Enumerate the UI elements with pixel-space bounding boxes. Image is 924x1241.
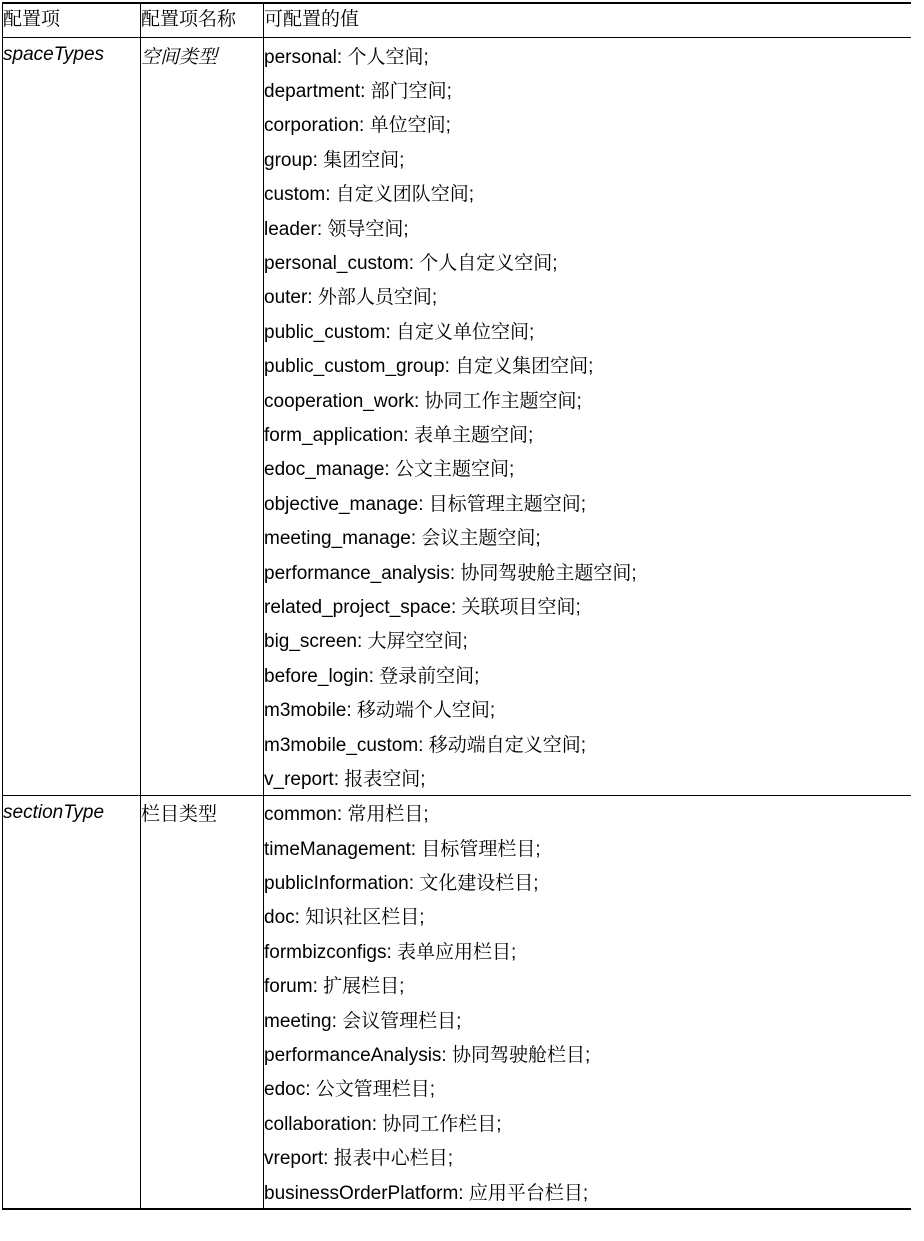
header-config-item-name: 配置项名称 — [141, 3, 264, 38]
config-value-line: before_login: 登录前空间; — [264, 665, 480, 687]
config-name: 栏目类型 — [141, 804, 218, 826]
config-name-cell — [141, 795, 264, 1209]
config-value-line: edoc: 公文管理栏目; — [264, 1079, 436, 1101]
header-config-item: 配置项 — [3, 3, 141, 38]
config-value-line: corporation: 单位空间; — [264, 115, 451, 137]
config-value-line: public_custom_group: 自定义集团空间; — [264, 356, 594, 378]
config-value-line: forum: 扩展栏目; — [264, 976, 405, 998]
config-value-line: meeting: 会议管理栏目; — [264, 1010, 462, 1032]
config-value-line: group: 集团空间; — [264, 149, 405, 171]
config-value-line: department: 部门空间; — [264, 81, 452, 103]
config-key-cell — [3, 795, 141, 1209]
config-key: sectionType — [3, 801, 105, 823]
config-name: 空间类型 — [141, 46, 218, 68]
config-value-line: cooperation_work: 协同工作主题空间; — [264, 390, 582, 412]
config-value-line: public_custom: 自定义单位空间; — [264, 321, 535, 343]
config-value-line: personal_custom: 个人自定义空间; — [264, 253, 558, 275]
config-value-line: timeManagement: 目标管理栏目; — [264, 838, 541, 860]
config-value-line: objective_manage: 目标管理主题空间; — [264, 493, 587, 515]
config-value-line: m3mobile_custom: 移动端自定义空间; — [264, 734, 587, 756]
config-value-line: v_report: 报表空间; — [264, 768, 426, 790]
config-value-line: meeting_manage: 会议主题空间; — [264, 528, 541, 550]
config-value-line: related_project_space: 关联项目空间; — [264, 596, 581, 618]
table-header-row — [3, 3, 911, 38]
config-value-line: custom: 自定义团队空间; — [264, 184, 475, 206]
table-body — [3, 38, 911, 1210]
config-value-line: outer: 外部人员空间; — [264, 287, 438, 309]
header-configurable-values: 可配置的值 — [264, 3, 911, 38]
config-key: spaceTypes — [3, 44, 105, 66]
config-value-line: big_screen: 大屏空空间; — [264, 631, 468, 653]
table-row — [3, 38, 911, 796]
config-values-cell — [264, 795, 911, 1209]
config-value-line: performanceAnalysis: 协同驾驶舱栏目; — [264, 1045, 591, 1067]
config-values-cell — [264, 38, 911, 796]
config-key-cell — [3, 38, 141, 796]
config-value-line: common: 常用栏目; — [264, 804, 429, 826]
config-value-line: formbizconfigs: 表单应用栏目; — [264, 941, 517, 963]
config-value-line: businessOrderPlatform: 应用平台栏目; — [264, 1182, 589, 1204]
table-row — [3, 795, 911, 1209]
config-table — [2, 2, 911, 1210]
config-value-line: personal: 个人空间; — [264, 46, 429, 68]
config-value-line: m3mobile: 移动端个人空间; — [264, 700, 496, 722]
config-value-line: collaboration: 协同工作栏目; — [264, 1113, 502, 1135]
config-value-line: performance_analysis: 协同驾驶舱主题空间; — [264, 562, 637, 584]
config-value-line: publicInformation: 文化建设栏目; — [264, 873, 539, 895]
config-value-line: doc: 知识社区栏目; — [264, 907, 425, 929]
config-value-line: edoc_manage: 公文主题空间; — [264, 459, 515, 481]
config-value-line: vreport: 报表中心栏目; — [264, 1148, 453, 1170]
config-value-line: form_application: 表单主题空间; — [264, 424, 534, 446]
config-value-line: leader: 领导空间; — [264, 218, 409, 240]
config-name-cell — [141, 38, 264, 796]
